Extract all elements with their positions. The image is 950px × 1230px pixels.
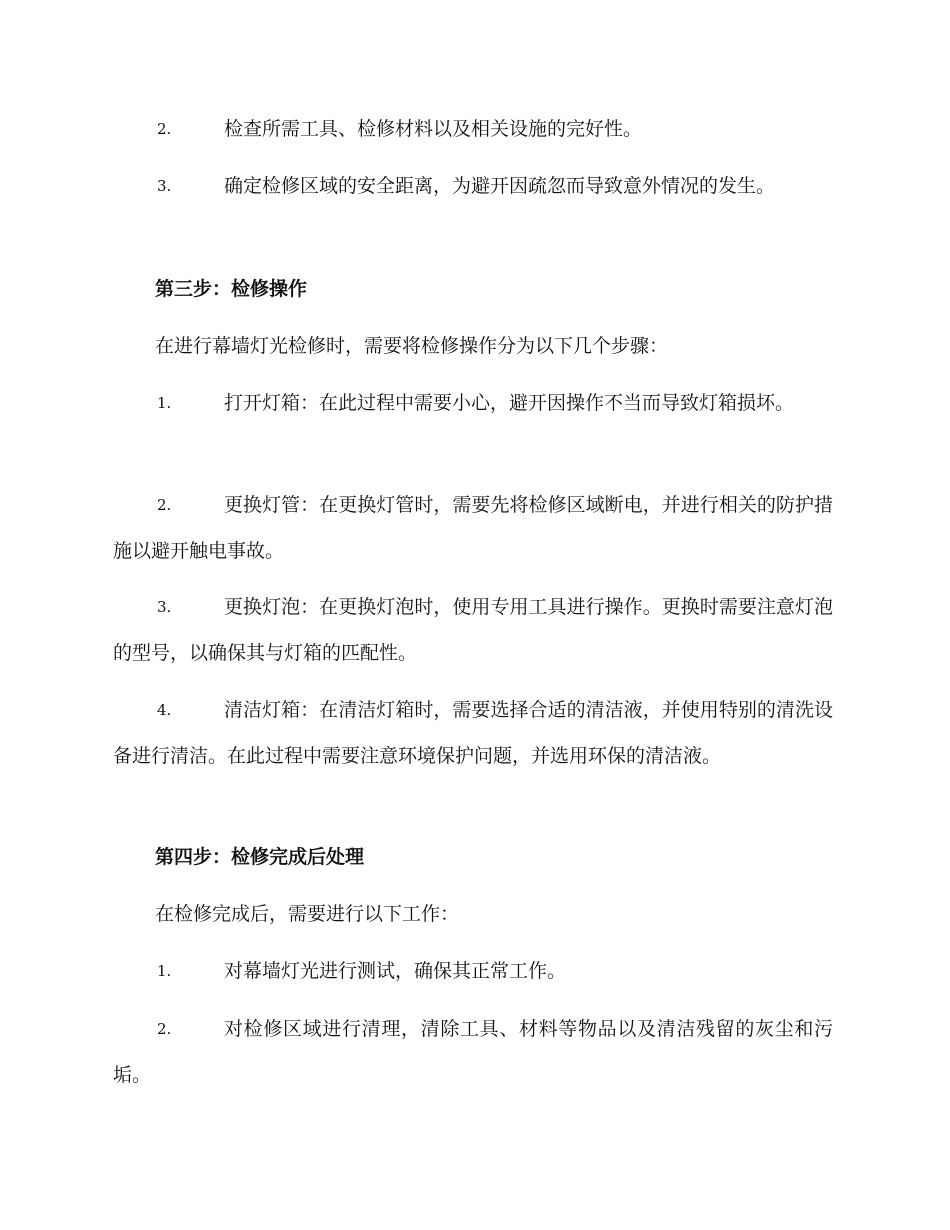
- list-item: [113, 482, 833, 574]
- list-item-text: 清洁灯箱：在清洁灯箱时，需要选择合适的清洁液，并使用特别的清洗设备进行清洁。在此过程中需要注意环境保护问题，并选用环保的清洁液。: [113, 699, 833, 767]
- list-item-text: 更换灯管：在更换灯管时，需要先将检修区域断电，并进行相关的防护措施以避开触电事故。: [113, 494, 833, 562]
- list-item-number: 1.: [157, 962, 172, 980]
- list-item-number: 3.: [157, 598, 172, 616]
- list-item: [113, 163, 833, 209]
- list-item-number: 1.: [157, 394, 172, 412]
- list-item: [113, 106, 833, 152]
- list-item: [113, 687, 833, 779]
- section-intro-step4: 在检修完成后，需要进行以下工作：: [155, 903, 460, 925]
- list-item-text: 更换灯泡：在更换灯泡时，使用专用工具进行操作。更换时需要注意灯泡的型号，以确保其与灯箱的匹配性。: [113, 596, 833, 664]
- section-intro-step3: 在进行幕墙灯光检修时，需要将检修操作分为以下几个步骤：: [155, 335, 669, 357]
- list-item-text: 对幕墙灯光进行测试，确保其正常工作。: [224, 960, 567, 982]
- list-item-number: 3.: [157, 177, 172, 195]
- section-heading-step4: 第四步：检修完成后处理: [155, 846, 365, 868]
- list-item: [113, 380, 833, 426]
- section-heading-step3: 第三步：检修操作: [155, 278, 308, 300]
- list-item-number: 2.: [157, 120, 172, 138]
- list-item-number: 2.: [157, 496, 172, 514]
- list-item-number: 4.: [157, 701, 172, 719]
- list-item-text: 检查所需工具、检修材料以及相关设施的完好性。: [224, 118, 643, 140]
- list-item: [113, 584, 833, 676]
- list-item-text: 确定检修区域的安全距离，为避开因疏忽而导致意外情况的发生。: [224, 175, 776, 197]
- list-item-text: 打开灯箱：在此过程中需要小心，避开因操作不当而导致灯箱损坏。: [224, 392, 795, 414]
- list-item-number: 2.: [157, 1020, 172, 1038]
- list-item: [113, 1006, 833, 1098]
- list-item-text: 对检修区域进行清理，清除工具、材料等物品以及清洁残留的灰尘和污垢。: [113, 1018, 833, 1086]
- list-item: [113, 948, 833, 994]
